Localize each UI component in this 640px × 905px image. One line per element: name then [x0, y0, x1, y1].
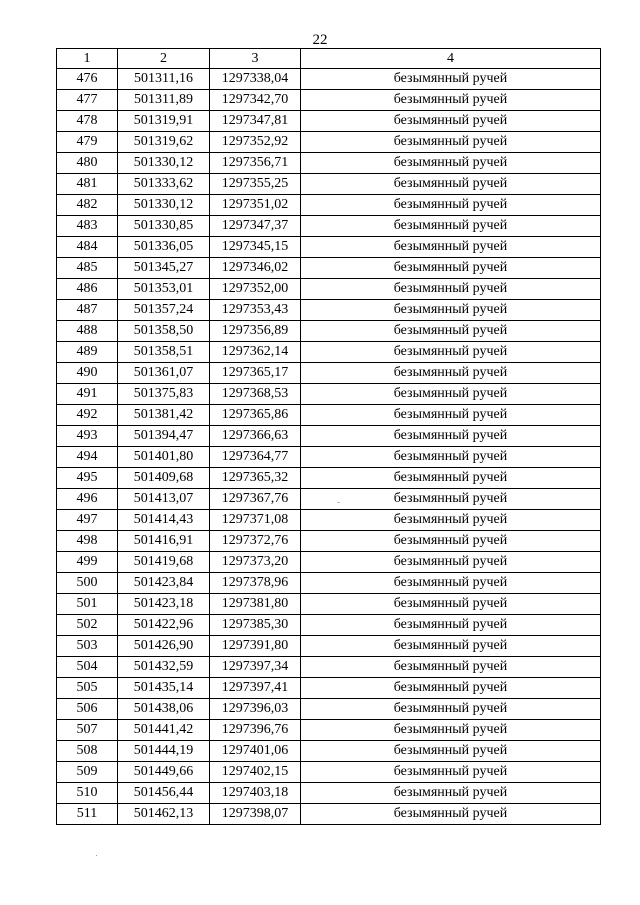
table-row — [57, 783, 601, 804]
table-body — [57, 69, 601, 825]
table-row — [57, 699, 601, 720]
object-name-cell: безымянный ручей — [301, 783, 601, 804]
table-row — [57, 237, 601, 258]
coord-x-cell: 501456,44 — [118, 783, 210, 804]
table-row — [57, 615, 601, 636]
coord-x-cell: 501414,43 — [118, 510, 210, 531]
point-number-cell: 476 — [57, 69, 118, 90]
point-number-cell: 484 — [57, 237, 118, 258]
object-name-cell: безымянный ручей — [301, 468, 601, 489]
table-row — [57, 447, 601, 468]
point-number-cell: 511 — [57, 804, 118, 825]
point-number-cell: 506 — [57, 699, 118, 720]
scan-speck — [96, 855, 97, 856]
table-row — [57, 132, 601, 153]
point-number-cell: 483 — [57, 216, 118, 237]
table-row — [57, 762, 601, 783]
point-number-cell: 505 — [57, 678, 118, 699]
object-name-cell: безымянный ручей — [301, 279, 601, 300]
point-number-cell: 500 — [57, 573, 118, 594]
object-name-cell: безымянный ручей — [301, 699, 601, 720]
point-number-cell: 479 — [57, 132, 118, 153]
coordinates-table — [56, 48, 601, 825]
coord-x-cell: 501426,90 — [118, 636, 210, 657]
coord-x-cell: 501432,59 — [118, 657, 210, 678]
coord-x-cell: 501311,16 — [118, 69, 210, 90]
object-name-cell: безымянный ручей — [301, 552, 601, 573]
point-number-cell: 499 — [57, 552, 118, 573]
page-number: 22 — [312, 32, 328, 48]
header-col-3: 3 — [210, 49, 301, 69]
object-name-cell: безымянный ручей — [301, 510, 601, 531]
table-row — [57, 657, 601, 678]
object-name-cell: безымянный ручей — [301, 678, 601, 699]
coord-y-cell: 1297385,30 — [210, 615, 301, 636]
coord-x-cell: 501319,62 — [118, 132, 210, 153]
coord-y-cell: 1297347,81 — [210, 111, 301, 132]
table-row — [57, 258, 601, 279]
object-name-cell: безымянный ручей — [301, 405, 601, 426]
coord-y-cell: 1297352,92 — [210, 132, 301, 153]
point-number-cell: 489 — [57, 342, 118, 363]
coord-y-cell: 1297402,15 — [210, 762, 301, 783]
header-col-4: 4 — [301, 49, 601, 69]
coord-x-cell: 501375,83 — [118, 384, 210, 405]
table-header — [57, 49, 601, 69]
coord-x-cell: 501333,62 — [118, 174, 210, 195]
coord-x-cell: 501422,96 — [118, 615, 210, 636]
coord-x-cell: 501416,91 — [118, 531, 210, 552]
coord-y-cell: 1297398,07 — [210, 804, 301, 825]
object-name-cell: безымянный ручей — [301, 426, 601, 447]
table-row — [57, 531, 601, 552]
coord-x-cell: 501419,68 — [118, 552, 210, 573]
coord-x-cell: 501381,42 — [118, 405, 210, 426]
coord-y-cell: 1297346,02 — [210, 258, 301, 279]
table-row — [57, 90, 601, 111]
object-name-cell: безымянный ручей — [301, 216, 601, 237]
coord-y-cell: 1297347,37 — [210, 216, 301, 237]
coord-y-cell: 1297364,77 — [210, 447, 301, 468]
object-name-cell: безымянный ручей — [301, 615, 601, 636]
point-number-cell: 477 — [57, 90, 118, 111]
point-number-cell: 502 — [57, 615, 118, 636]
point-number-cell: 503 — [57, 636, 118, 657]
coord-x-cell: 501330,12 — [118, 153, 210, 174]
coord-y-cell: 1297401,06 — [210, 741, 301, 762]
coord-y-cell: 1297351,02 — [210, 195, 301, 216]
table-row — [57, 552, 601, 573]
coord-y-cell: 1297372,76 — [210, 531, 301, 552]
coord-x-cell: 501423,18 — [118, 594, 210, 615]
object-name-cell: безымянный ручей — [301, 573, 601, 594]
coord-y-cell: 1297396,76 — [210, 720, 301, 741]
object-name-cell: безымянный ручей — [301, 237, 601, 258]
point-number-cell: 490 — [57, 363, 118, 384]
coord-x-cell: 501409,68 — [118, 468, 210, 489]
table-row — [57, 384, 601, 405]
coord-x-cell: 501353,01 — [118, 279, 210, 300]
point-number-cell: 498 — [57, 531, 118, 552]
coord-y-cell: 1297338,04 — [210, 69, 301, 90]
point-number-cell: 492 — [57, 405, 118, 426]
coord-x-cell: 501413,07 — [118, 489, 210, 510]
coord-y-cell: 1297356,71 — [210, 153, 301, 174]
object-name-cell: безымянный ручей — [301, 174, 601, 195]
coord-x-cell: 501336,05 — [118, 237, 210, 258]
point-number-cell: 508 — [57, 741, 118, 762]
coord-y-cell: 1297352,00 — [210, 279, 301, 300]
object-name-cell: безымянный ручей — [301, 153, 601, 174]
coord-y-cell: 1297345,15 — [210, 237, 301, 258]
coord-y-cell: 1297396,03 — [210, 699, 301, 720]
point-number-cell: 495 — [57, 468, 118, 489]
coord-x-cell: 501330,85 — [118, 216, 210, 237]
point-number-cell: 486 — [57, 279, 118, 300]
table-row — [57, 426, 601, 447]
object-name-cell: безымянный ручей — [301, 258, 601, 279]
coord-y-cell: 1297397,34 — [210, 657, 301, 678]
header-row — [57, 49, 601, 69]
table-row — [57, 594, 601, 615]
table-row — [57, 720, 601, 741]
header-col-2: 2 — [118, 49, 210, 69]
table-row — [57, 804, 601, 825]
table-row — [57, 636, 601, 657]
table-row — [57, 573, 601, 594]
coord-y-cell: 1297397,41 — [210, 678, 301, 699]
object-name-cell: безымянный ручей — [301, 447, 601, 468]
table-row — [57, 342, 601, 363]
coord-y-cell: 1297355,25 — [210, 174, 301, 195]
coord-y-cell: 1297378,96 — [210, 573, 301, 594]
object-name-cell: безымянный ручей — [301, 321, 601, 342]
object-name-cell: безымянный ручей — [301, 657, 601, 678]
coord-y-cell: 1297373,20 — [210, 552, 301, 573]
table-row — [57, 300, 601, 321]
table-row — [57, 405, 601, 426]
coord-x-cell: 501361,07 — [118, 363, 210, 384]
coord-x-cell: 501462,13 — [118, 804, 210, 825]
point-number-cell: 478 — [57, 111, 118, 132]
object-name-cell: безымянный ручей — [301, 531, 601, 552]
coord-x-cell: 501401,80 — [118, 447, 210, 468]
coord-y-cell: 1297353,43 — [210, 300, 301, 321]
object-name-cell: безымянный ручей — [301, 804, 601, 825]
table-row — [57, 468, 601, 489]
object-name-cell: безымянный ручей — [301, 720, 601, 741]
coord-y-cell: 1297391,80 — [210, 636, 301, 657]
point-number-cell: 493 — [57, 426, 118, 447]
point-number-cell: 487 — [57, 300, 118, 321]
table-row — [57, 321, 601, 342]
coord-x-cell: 501357,24 — [118, 300, 210, 321]
scan-speck — [337, 502, 340, 503]
coord-y-cell: 1297356,89 — [210, 321, 301, 342]
point-number-cell: 481 — [57, 174, 118, 195]
coord-y-cell: 1297368,53 — [210, 384, 301, 405]
table-row — [57, 678, 601, 699]
coord-y-cell: 1297371,08 — [210, 510, 301, 531]
object-name-cell: безымянный ручей — [301, 363, 601, 384]
header-col-1: 1 — [57, 49, 118, 69]
coord-y-cell: 1297365,86 — [210, 405, 301, 426]
point-number-cell: 494 — [57, 447, 118, 468]
coord-y-cell: 1297342,70 — [210, 90, 301, 111]
point-number-cell: 488 — [57, 321, 118, 342]
coord-x-cell: 501311,89 — [118, 90, 210, 111]
object-name-cell: безымянный ручей — [301, 132, 601, 153]
point-number-cell: 510 — [57, 783, 118, 804]
point-number-cell: 485 — [57, 258, 118, 279]
table-row — [57, 489, 601, 510]
table-row — [57, 216, 601, 237]
coord-x-cell: 501444,19 — [118, 741, 210, 762]
coord-x-cell: 501345,27 — [118, 258, 210, 279]
table-row — [57, 741, 601, 762]
object-name-cell: безымянный ручей — [301, 762, 601, 783]
coord-y-cell: 1297365,17 — [210, 363, 301, 384]
coord-x-cell: 501358,50 — [118, 321, 210, 342]
point-number-cell: 497 — [57, 510, 118, 531]
coord-y-cell: 1297367,76 — [210, 489, 301, 510]
table-row — [57, 195, 601, 216]
object-name-cell: безымянный ручей — [301, 636, 601, 657]
table-row — [57, 153, 601, 174]
table-row — [57, 69, 601, 90]
table-row — [57, 279, 601, 300]
coord-x-cell: 501441,42 — [118, 720, 210, 741]
object-name-cell: безымянный ручей — [301, 300, 601, 321]
point-number-cell: 480 — [57, 153, 118, 174]
coord-y-cell: 1297403,18 — [210, 783, 301, 804]
object-name-cell: безымянный ручей — [301, 741, 601, 762]
object-name-cell: безымянный ручей — [301, 489, 601, 510]
coord-y-cell: 1297362,14 — [210, 342, 301, 363]
point-number-cell: 507 — [57, 720, 118, 741]
object-name-cell: безымянный ручей — [301, 384, 601, 405]
coord-y-cell: 1297381,80 — [210, 594, 301, 615]
coord-x-cell: 501423,84 — [118, 573, 210, 594]
coord-x-cell: 501330,12 — [118, 195, 210, 216]
coord-y-cell: 1297365,32 — [210, 468, 301, 489]
coord-x-cell: 501319,91 — [118, 111, 210, 132]
coord-x-cell: 501358,51 — [118, 342, 210, 363]
object-name-cell: безымянный ручей — [301, 342, 601, 363]
object-name-cell: безымянный ручей — [301, 111, 601, 132]
coord-x-cell: 501435,14 — [118, 678, 210, 699]
point-number-cell: 509 — [57, 762, 118, 783]
table-row — [57, 174, 601, 195]
object-name-cell: безымянный ручей — [301, 195, 601, 216]
coord-x-cell: 501449,66 — [118, 762, 210, 783]
point-number-cell: 491 — [57, 384, 118, 405]
object-name-cell: безымянный ручей — [301, 90, 601, 111]
object-name-cell: безымянный ручей — [301, 69, 601, 90]
point-number-cell: 501 — [57, 594, 118, 615]
coord-x-cell: 501394,47 — [118, 426, 210, 447]
object-name-cell: безымянный ручей — [301, 594, 601, 615]
point-number-cell: 496 — [57, 489, 118, 510]
point-number-cell: 504 — [57, 657, 118, 678]
table-row — [57, 363, 601, 384]
coord-y-cell: 1297366,63 — [210, 426, 301, 447]
table-row — [57, 111, 601, 132]
table-row — [57, 510, 601, 531]
coord-x-cell: 501438,06 — [118, 699, 210, 720]
point-number-cell: 482 — [57, 195, 118, 216]
